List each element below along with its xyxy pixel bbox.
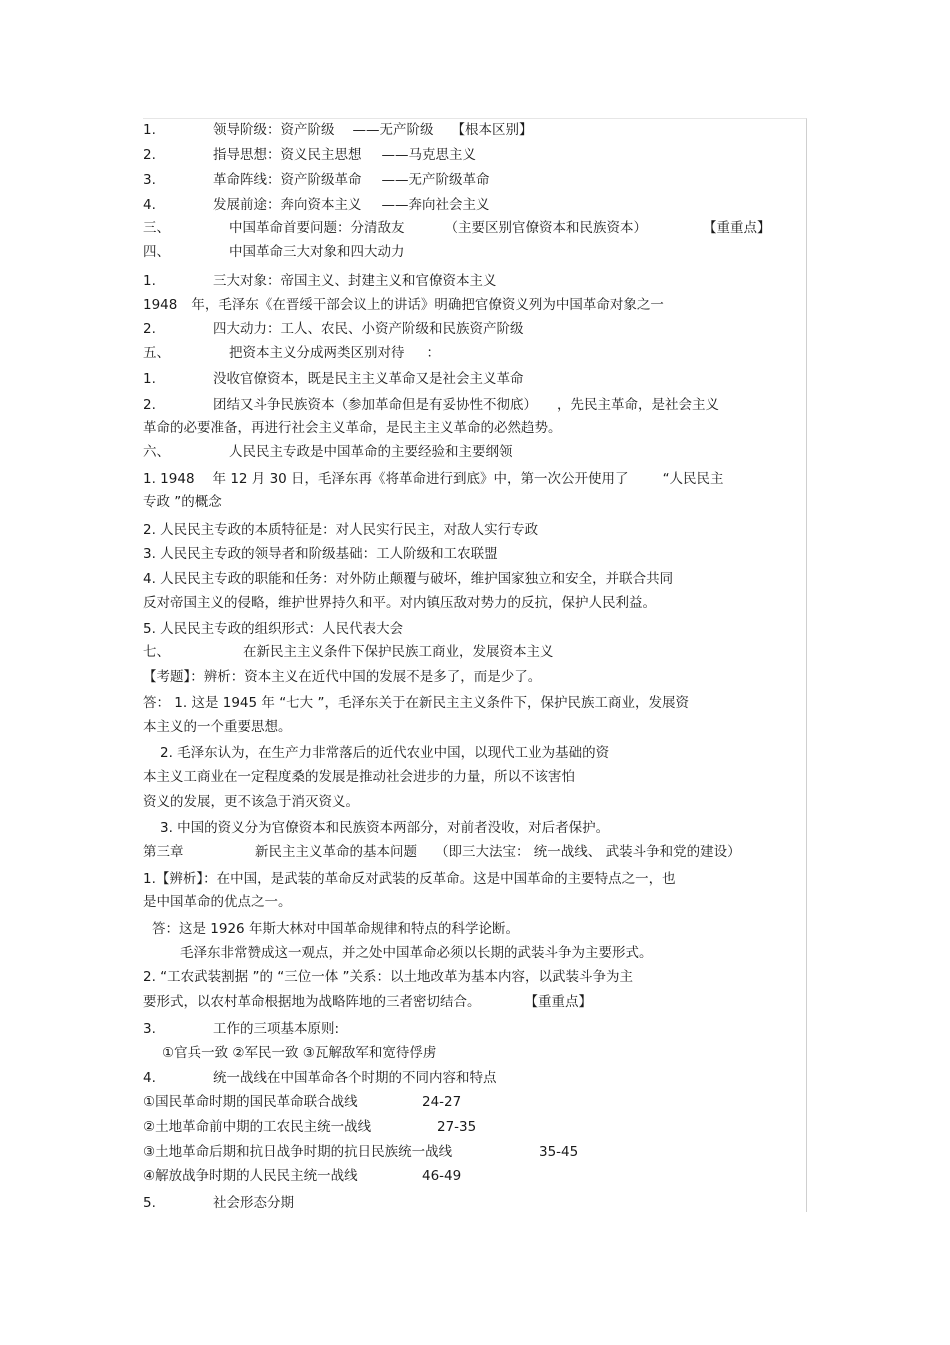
line-text: ： xyxy=(426,345,440,361)
text-line xyxy=(143,1167,461,1185)
line-text: ①国民革命时期的国民革命联合战线 xyxy=(143,1094,358,1110)
line-text: ——无产阶级革命 xyxy=(381,172,490,188)
text-line xyxy=(143,1118,476,1136)
text-line xyxy=(143,370,524,388)
line-text: 中国革命首要问题：分清敌友 xyxy=(229,220,405,236)
text-line xyxy=(143,470,724,488)
emphasis-tag: 【重重点】 xyxy=(524,994,592,1010)
text-line xyxy=(143,668,541,686)
line-text: “人民民主 xyxy=(662,471,724,487)
text-line xyxy=(143,396,719,414)
line-number: 3. xyxy=(143,1021,156,1037)
line-text: 在新民主主义条件下保护民族工商业，发展资本主义 xyxy=(243,644,554,660)
line-text: ②土地革命前中期的工农民主统一战线 xyxy=(143,1119,372,1135)
line-text: 反对帝国主义的侵略，维护世界持久和平。对内镇压敌对势力的反抗，保护人民利益。 xyxy=(143,595,656,611)
line-text: 毛泽东非常赞成这一观点，并之处中国革命必须以长期的武装斗争为主要形式。 xyxy=(180,945,653,961)
line-number: 2. xyxy=(143,147,156,163)
line-text: 三大对象：帝国主义、封建主义和官僚资本主义 xyxy=(213,273,497,289)
line-text: 革命的必要准备，再进行社会主义革命，是民主主义革命的必然趋势。 xyxy=(143,420,562,436)
line-text: 要形式，以农村革命根据地为战略阵地的三者密切结合。 xyxy=(143,994,481,1010)
line-text: 四大动力：工人、农民、小资产阶级和民族资产阶级 xyxy=(213,321,524,337)
text-line xyxy=(143,296,664,314)
section-number: 六、 xyxy=(143,444,170,460)
line-number: 1. xyxy=(143,122,156,138)
text-line xyxy=(180,944,653,962)
text-line xyxy=(143,545,498,563)
year-range: 46-49 xyxy=(422,1168,462,1184)
line-text: 社会形态分期 xyxy=(213,1195,294,1211)
line-text: ③土地革命后期和抗日战争时期的抗日民族统一战线 xyxy=(143,1144,453,1160)
line-text: 领导阶级：资产阶级 xyxy=(213,122,335,138)
line-text: 人民民主专政是中国革命的主要经验和主要纲领 xyxy=(229,444,513,460)
section-heading xyxy=(143,219,771,237)
section-heading xyxy=(143,344,440,362)
line-text: 答：这是 1926 年斯大林对中国革命规律和特点的科学论断。 xyxy=(152,921,519,937)
line-text: 专政 ”的概念 xyxy=(143,494,222,510)
text-line xyxy=(143,1020,339,1038)
line-number: 4. xyxy=(143,197,156,213)
line-text: 4. 人民民主专政的职能和任务：对外防止颠覆与破坏，维护国家独立和安全，并联合共同 xyxy=(143,571,674,587)
line-text: 工作的三项基本原则: xyxy=(213,1021,340,1037)
emphasis-tag: 【根本区别】 xyxy=(451,122,533,138)
line-text: ④解放战争时期的人民民主统一战线 xyxy=(143,1168,358,1184)
line-text: 3. 中国的资义分为官僚资本和民族资本两部分，对前者没收，对后者保护。 xyxy=(160,820,610,836)
text-line xyxy=(143,521,538,539)
line-text: 年，毛泽东《在晋绥干部会议上的讲话》明确把官僚资义列为中国革命对象之一 xyxy=(191,297,664,313)
text-line xyxy=(143,171,490,189)
line-text: 革命阵线：资产阶级革命 xyxy=(213,172,362,188)
text-line xyxy=(143,793,359,811)
line-text: 团结又斗争民族资本（参加革命但是有妥协性不彻底） xyxy=(213,397,537,413)
text-line xyxy=(162,1044,436,1062)
line-text: 答： 1. 这是 1945 年 “七大 ”，毛泽东关于在新民主主义条件下，保护民族工商业，发展资 xyxy=(143,695,689,711)
text-line xyxy=(143,718,292,736)
text-line xyxy=(143,121,533,139)
line-text: 年 12 月 30 日，毛泽东再《将革命进行到底》中，第一次公开使用了 xyxy=(212,471,629,487)
line-text: 本主义的一个重要思想。 xyxy=(143,719,292,735)
line-number: 5. xyxy=(143,1195,156,1211)
section-heading xyxy=(143,643,554,661)
line-text: 把资本主义分成两类区别对待 xyxy=(229,345,405,361)
line-text: ①官兵一致 ②军民一致 ③瓦解敌军和宽待俘虏 xyxy=(162,1045,437,1061)
year-range: 24-27 xyxy=(422,1094,462,1110)
text-line xyxy=(143,694,689,712)
section-heading xyxy=(143,443,513,461)
text-line xyxy=(143,1143,578,1161)
text-line xyxy=(143,419,562,437)
section-number: 七、 xyxy=(143,644,170,660)
line-text: 资义的发展，更不该急于消灭资义。 xyxy=(143,794,359,810)
text-line xyxy=(143,594,656,612)
text-line xyxy=(143,968,633,986)
line-number: 1. xyxy=(143,371,156,387)
text-line xyxy=(143,272,497,290)
line-text: ——奔向社会主义 xyxy=(381,197,490,213)
line-text: 2. 毛泽东认为，在生产力非常落后的近代农业中国，以现代工业为基础的资 xyxy=(160,745,610,761)
line-number: 2. xyxy=(143,397,156,413)
line-text: 2. 人民民主专政的本质特征是：对人民实行民主，对敌人实行专政 xyxy=(143,522,539,538)
text-line xyxy=(160,744,609,762)
line-text: （主要区别官僚资本和民族资本） xyxy=(444,220,647,236)
year-range: 35-45 xyxy=(539,1144,579,1160)
line-text: 2. “工农武装割据 ”的 “三位一体 ”关系：以土地改革为基本内容，以武装斗争为主 xyxy=(143,969,634,985)
text-line xyxy=(143,493,222,511)
line-text: 5. 人民民主专政的组织形式：人民代表大会 xyxy=(143,621,404,637)
text-line xyxy=(143,1194,294,1212)
year-value: 1948 xyxy=(143,297,178,313)
text-line xyxy=(143,620,403,638)
text-line xyxy=(160,819,609,837)
text-line xyxy=(143,993,592,1011)
line-text: 指导思想：资义民主思想 xyxy=(213,147,362,163)
line-text: ——无产阶级 xyxy=(352,122,434,138)
line-text: 【考题】：辨析：资本主义在近代中国的发展不是多了，而是少了。 xyxy=(143,669,542,685)
line-text: ——马克思主义 xyxy=(381,147,476,163)
text-line xyxy=(143,870,676,888)
line-text: （即三大法宝： 统一战线、 武装斗争和党的建设） xyxy=(435,844,741,860)
line-number: 1. 1948 xyxy=(143,471,195,487)
chapter-heading xyxy=(143,843,741,861)
text-line xyxy=(152,920,519,938)
line-text: 没收官僚资本，既是民主主义革命又是社会主义革命 xyxy=(213,371,524,387)
emphasis-tag: 【重重点】 xyxy=(703,220,771,236)
line-text: 本主义工商业在一定程度桑的发展是推动社会进步的力量，所以不该害怕 xyxy=(143,769,575,785)
text-line xyxy=(143,196,490,214)
line-text: 1.【辨析】：在中国，是武装的革命反对武装的反革命。这是中国革命的主要特点之一，也 xyxy=(143,871,676,887)
section-number: 三、 xyxy=(143,220,170,236)
year-range: 27-35 xyxy=(437,1119,477,1135)
line-text: 中国革命三大对象和四大动力 xyxy=(229,244,405,260)
text-line xyxy=(143,320,524,338)
chapter-number: 第三章 xyxy=(143,844,184,860)
text-line xyxy=(143,146,476,164)
line-text: 统一战线在中国革命各个时期的不同内容和特点 xyxy=(213,1070,497,1086)
line-text: 新民主主义革命的基本问题 xyxy=(255,844,417,860)
line-text: 3. 人民民主专政的领导者和阶级基础：工人阶级和工农联盟 xyxy=(143,546,498,562)
line-text: 发展前途：奔向资本主义 xyxy=(213,197,362,213)
line-text: ，先民主革命，是社会主义 xyxy=(557,397,719,413)
line-number: 1. xyxy=(143,273,156,289)
line-number: 2. xyxy=(143,321,156,337)
text-line xyxy=(143,1069,497,1087)
line-text: 是中国革命的优点之一。 xyxy=(143,894,292,910)
section-heading xyxy=(143,243,405,261)
line-number: 4. xyxy=(143,1070,156,1086)
line-number: 3. xyxy=(143,172,156,188)
text-line xyxy=(143,570,673,588)
text-line xyxy=(143,768,575,786)
section-number: 五、 xyxy=(143,345,170,361)
section-number: 四、 xyxy=(143,244,170,260)
text-line xyxy=(143,893,292,911)
text-line xyxy=(143,1093,461,1111)
